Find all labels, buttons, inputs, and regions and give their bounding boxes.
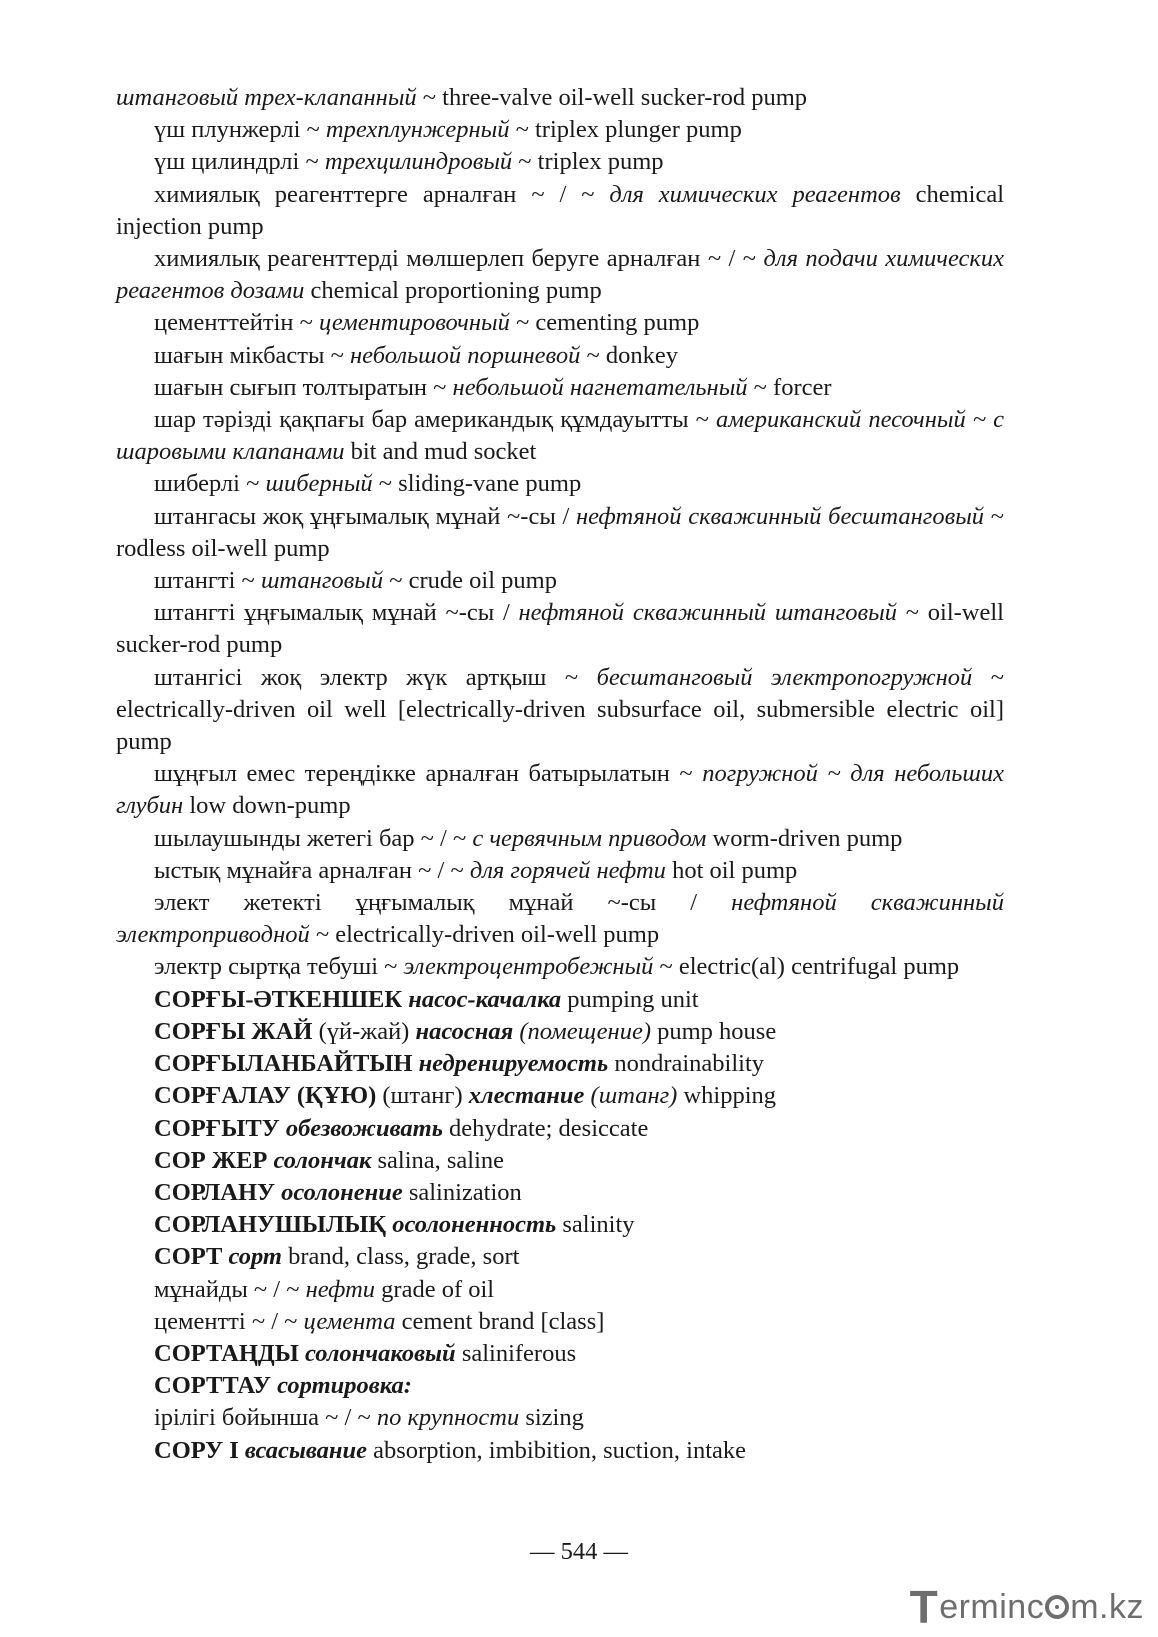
russian-headword: недренируемость — [418, 1050, 609, 1078]
entry-text: chemical proportioning pump — [304, 277, 602, 305]
entry-text: (штанг) — [376, 1082, 469, 1110]
entry-text: low down-pump — [183, 792, 351, 820]
dictionary-entry — [116, 114, 1004, 146]
russian-term: трехплунжерный — [325, 116, 510, 144]
entry-text: worm-driven pump — [706, 824, 903, 852]
entry-text: ~ electric(al) centrifugal pump — [653, 953, 960, 981]
russian-term: для химических реагентов — [609, 180, 901, 208]
dictionary-entry — [116, 1113, 1004, 1145]
russian-term: электроцентробежный — [403, 953, 654, 981]
russian-headword: осолоненность — [392, 1211, 557, 1239]
dictionary-entry — [116, 1209, 1004, 1241]
russian-headword: хлестание — [468, 1082, 585, 1110]
headword: СОРЛАНУШЫЛЫҚ — [154, 1211, 393, 1239]
entry-text: saliniferous — [455, 1339, 577, 1367]
dictionary-entry — [116, 597, 1004, 661]
russian-term: с червячным приводом — [472, 824, 707, 852]
dictionary-entry — [116, 1016, 1004, 1048]
entry-text: ыстық мұнайға арналған ~ / ~ — [154, 856, 470, 884]
russian-headword: сортировка: — [277, 1372, 412, 1400]
headword: СОРҒЫЛАНБАЙТЫН — [154, 1050, 419, 1078]
entry-text: штангісі жоқ электр жүк артқыш ~ — [154, 663, 597, 691]
dictionary-entry — [116, 1177, 1004, 1209]
entry-text: salina, saline — [371, 1146, 505, 1174]
dictionary-entry — [116, 984, 1004, 1016]
entry-text: (үй-жай) — [312, 1017, 416, 1045]
dictionary-entry — [116, 1080, 1004, 1112]
dictionary-entry — [116, 1145, 1004, 1177]
russian-term: (штанг) — [584, 1082, 678, 1110]
entry-text: ~ cementing pump — [509, 309, 700, 337]
entry-text: absorption, imbibition, suction, intake — [367, 1436, 747, 1464]
entry-text: ~ electrically-driven oil-well pump — [309, 921, 660, 949]
entry-text: ірілігі бойынша ~ / ~ — [154, 1404, 377, 1432]
russian-term: для подачи химических реагентов дозами — [116, 245, 1005, 305]
dictionary-entry — [116, 1241, 1004, 1273]
entry-text: штангті ~ — [154, 567, 261, 595]
entry-text: мұнайды ~ / ~ — [154, 1275, 306, 1303]
dictionary-entry — [116, 1370, 1004, 1402]
headword: СОРТТАУ — [154, 1372, 278, 1400]
entry-text: химиялық реагенттерге арналған ~ / ~ — [154, 180, 610, 208]
entry-text: hot oil pump — [665, 856, 798, 884]
russian-term: небольшой поршневой — [349, 341, 581, 369]
entry-text: salinity — [556, 1211, 635, 1239]
russian-term: шиберный — [265, 470, 373, 498]
entry-text: ~ rodless oil-well pump — [116, 502, 1004, 562]
entry-text: үш плунжерлі ~ — [154, 116, 326, 144]
entry-text: cement brand [class] — [395, 1307, 605, 1335]
russian-term: погружной ~ для небольших глубин — [116, 760, 1004, 820]
entry-text: ~ crude oil pump — [383, 567, 557, 595]
entry-text: pump house — [650, 1017, 777, 1045]
russian-term: американский песочный ~ с шаровыми клапанами — [116, 406, 1004, 466]
entry-text: brand, class, grade, sort — [281, 1243, 520, 1271]
entry-text: шиберлі ~ — [154, 470, 266, 498]
entry-text: pumping unit — [561, 985, 699, 1013]
dictionary-entry — [116, 404, 1004, 468]
russian-term: для горячей нефти — [469, 856, 666, 884]
headword: СОРҒЫТУ — [154, 1114, 286, 1142]
russian-term: цементировочный — [319, 309, 510, 337]
dictionary-entry — [116, 340, 1004, 372]
entry-text: үш цилиндрлі ~ — [154, 148, 325, 176]
watermark-text-b: m.kz — [1070, 1587, 1144, 1626]
russian-term: нефтяной скважинный штанговый — [518, 599, 897, 627]
entry-text: dehydrate; desiccate — [442, 1114, 649, 1142]
dictionary-entry — [116, 179, 1004, 243]
entry-text: штангті ұңғымалық мұнай ~-сы / — [154, 599, 519, 627]
dictionary-entry — [116, 82, 1004, 114]
dictionary-entry — [116, 951, 1004, 983]
dictionary-entry — [116, 887, 1004, 951]
headword: СОРҒЫ-ӘТКЕНШЕК — [154, 985, 409, 1013]
dictionary-entry — [116, 372, 1004, 404]
russian-term: бесштанговый электропогружной — [596, 663, 973, 691]
dictionary-entry — [116, 1338, 1004, 1370]
dictionary-entry — [116, 243, 1004, 307]
dictionary-entry — [116, 565, 1004, 597]
entry-text: ~ triplex plunger pump — [509, 116, 742, 144]
dictionary-entry — [116, 501, 1004, 565]
termincom-watermark-logo — [910, 1583, 1144, 1631]
entry-text: whipping — [677, 1082, 777, 1110]
entry-text: bit and mud socket — [344, 438, 537, 466]
dictionary-entry — [116, 1306, 1004, 1338]
entry-text: шылаушынды жетегі бар ~ / ~ — [154, 824, 473, 852]
entry-text: sizing — [519, 1404, 584, 1432]
entry-text: ~ sliding-vane pump — [372, 470, 582, 498]
entry-text: цементті ~ / ~ — [154, 1307, 304, 1335]
headword: СОР ЖЕР — [154, 1146, 274, 1174]
russian-term: небольшой нагнетательный — [452, 373, 748, 401]
russian-term: нефти — [305, 1275, 376, 1303]
russian-headword: насос-качалка — [408, 985, 562, 1013]
entry-text: nondrainability — [608, 1050, 765, 1078]
dictionary-entry — [116, 855, 1004, 887]
headword: СОРУ I — [154, 1436, 245, 1464]
entry-text: шар тәрізді қақпағы бар американдық құмдауытты ~ — [154, 406, 716, 434]
dictionary-entry — [116, 758, 1004, 822]
entry-text: ~ oil-well sucker-rod pump — [116, 599, 1004, 659]
russian-term: по крупности — [376, 1404, 520, 1432]
watermark-text-a: erminc — [939, 1587, 1045, 1626]
headword: СОРЛАНУ — [154, 1178, 282, 1206]
entry-text: электр сыртқа тебуші ~ — [154, 953, 404, 981]
dictionary-entry — [116, 1048, 1004, 1080]
russian-headword: осолонение — [281, 1178, 403, 1206]
headword: СОРТ — [154, 1243, 229, 1271]
entry-text: химиялық реагенттерді мөлшерлеп беруге арналған ~ / ~ — [154, 245, 764, 273]
entry-text: ~ electrically-driven oil well [electrically-driven subsurface oil, submersible electric oil] pump — [116, 663, 1005, 756]
watermark-letter-t: T — [909, 1581, 939, 1633]
dictionary-entry — [116, 1402, 1004, 1434]
entry-text: ~ three-valve oil-well sucker-rod pump — [416, 84, 808, 111]
dictionary-entry — [116, 146, 1004, 178]
dictionary-page-body — [116, 82, 1004, 1467]
headword: СОРТАҢДЫ — [154, 1339, 305, 1367]
dictionary-entry — [116, 468, 1004, 500]
dictionary-entry — [116, 662, 1004, 759]
entry-text: шағын мікбасты ~ — [154, 341, 350, 369]
entry-text: шағын сығып толтыратын ~ — [154, 373, 453, 401]
watermark-o-icon — [1045, 1595, 1069, 1619]
headword: СОРҒЫ ЖАЙ — [154, 1017, 313, 1045]
entry-text: ~ forcer — [747, 373, 832, 401]
entry-text: salinization — [402, 1178, 522, 1206]
russian-headword: сорт — [228, 1243, 282, 1271]
entry-text: цементтейтін ~ — [154, 309, 320, 337]
russian-term: (помещение) — [513, 1017, 651, 1045]
dictionary-entry — [116, 307, 1004, 339]
entry-text: ~ donkey — [580, 341, 679, 369]
headword: СОРҒАЛАУ (ҚҰЮ) — [154, 1082, 377, 1110]
russian-headword: насосная — [415, 1017, 514, 1045]
russian-term: нефтяной скважинный электроприводной — [116, 889, 1004, 949]
russian-headword: солончаковый — [304, 1339, 456, 1367]
dictionary-entry — [116, 1435, 1004, 1467]
entry-text: элект жетекті ұңғымалық мұнай ~-сы / — [154, 889, 732, 917]
russian-headword: солончак — [273, 1146, 372, 1174]
russian-headword: всасывание — [244, 1436, 367, 1464]
page-number: — 544 — — [530, 1538, 628, 1565]
russian-headword: обезвоживать — [285, 1114, 443, 1142]
russian-term: трехцилиндровый — [324, 148, 513, 176]
entry-text: шұңғыл емес тереңдікке арналған батырылатын ~ — [154, 760, 703, 788]
dictionary-entry — [116, 823, 1004, 855]
entry-text: ~ triplex pump — [512, 148, 664, 176]
dictionary-entry — [116, 1274, 1004, 1306]
entry-text: штангасы жоқ ұңғымалық мұнай ~-сы / — [154, 502, 576, 530]
entry-text: chemical injection pump — [116, 180, 1004, 240]
entry-text: grade of oil — [375, 1275, 495, 1303]
russian-term: нефтяной скважинный бесштанговый — [575, 502, 985, 530]
russian-term: штанговый — [260, 567, 384, 595]
russian-term: цемента — [303, 1307, 396, 1335]
russian-term: штанговый трех-клапанный — [116, 84, 417, 111]
